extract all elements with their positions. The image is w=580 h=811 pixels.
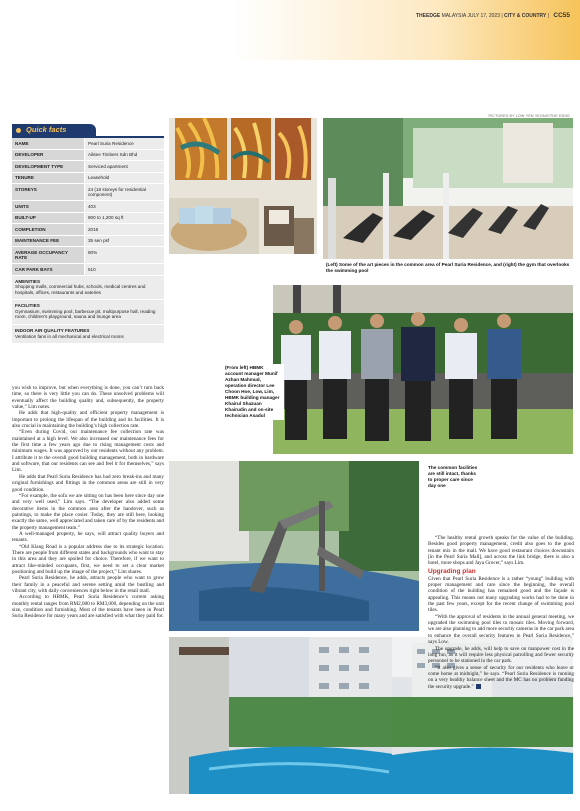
photo-playground <box>169 461 419 631</box>
fact-row <box>12 224 164 236</box>
article-right-part-1 <box>428 535 574 567</box>
caption-group: (From left) HBMK account manager Munif Azhan Mahmud, operation director Lee Choon Hoe, Low, Lim, HBMK building manager Khairul Shazuan Khairudin and on-site technician Asadul <box>222 364 284 420</box>
paragraph: He adds that high-quality and efficient property management is important to prolong the lifespan of the building and its facilities. It is also crucial in maintaining the building’s high collection rate. <box>12 410 164 430</box>
paragraph: “Even during Covid, our maintenance fee collection rate was maintained at a high level. We also increased our maintenance fees for the first time a few years ago due to rising management costs and minimum wages. It was approved by our residents without any problem. I attribute it to the overall good building management, both in hardware and software, that our residents can see and feel it for themselves,” says Lim. <box>12 429 164 474</box>
paragraph: A well-managed property, he says, will attract quality buyers and tenants. <box>12 530 164 544</box>
paragraph: Given that Pearl Suria Residence is a rather “young” building with proper management and care since the beginning, the overall condition of the building has remained good and the façade is appealing. This means not many upgrading works had to be done in the past few years, except for the recent change of swimming pool tiles. <box>428 575 574 614</box>
fact-value: Aiktee Timbers Sdn Bhd <box>84 150 164 161</box>
fact-row <box>12 236 164 248</box>
fact-key: STOREYS <box>12 184 84 200</box>
fact-value: 80% <box>84 247 164 263</box>
fact-key: AVERAGE OCCUPANCY RATE <box>12 247 84 263</box>
quick-facts-table <box>12 136 164 276</box>
article-right-part-2 <box>428 576 574 690</box>
fact-row <box>12 213 164 225</box>
fact-value: 2016 <box>84 224 164 235</box>
paragraph: “With the approval of residents in the annual general meeting, we upgraded the swimming pool tiles to mosaic tiles. Moving forward, we are also planning to add more security cameras in the car park area to enhance the overall security features in Pearl Suria Residence,” says Low. <box>428 613 574 646</box>
caption-art-gym: (Left) Some of the art pieces in the common area of Pearl Suria Residence, and (right) the gym that overlooks the swimming pool <box>326 262 570 273</box>
fact-value: Serviced apartment <box>84 161 164 172</box>
fact-key: NAME <box>12 138 84 149</box>
facilities-block: FACILITIES Gymnasium, swimming pool, barbecue pit, multipurpose hall, reading room, children’s playground, sauna and lounge area <box>12 300 164 325</box>
fact-row <box>12 161 164 173</box>
fact-key: UNITS <box>12 201 84 212</box>
paragraph: you wish to improve, but when everything is done, you can’t turn back time, so there is very little you can do. These unsolved problems will eventually affect the building quality and, subsequently, the property value,” Lim notes. <box>12 385 164 411</box>
caption-common-facilities: The common facilities are still intact, thanks to proper care since day one <box>428 465 478 488</box>
paragraph: According to HBMK, Pearl Suria Residence’s current asking monthly rental ranges from RM2,000 to RM3,000, depending on the unit size, condition and furnishing. Most of the tenants have been in Pearl Suria Residence for many years and are satisfied with what they paid for. <box>12 594 164 620</box>
photo-gym <box>323 118 573 259</box>
fact-row <box>12 264 164 276</box>
brand: THEEDGE <box>416 13 441 19</box>
fact-row <box>12 138 164 150</box>
fact-value: 800 to 1,200 sq ft <box>84 213 164 224</box>
date: JULY 17, 2023 <box>467 13 500 19</box>
photo-group <box>273 285 573 454</box>
article-right-column <box>428 535 574 690</box>
iaq-block: INDOOR AIR QUALITY FEATURES Ventilation fans in all mechanical and electrical rooms <box>12 325 164 344</box>
end-mark-icon <box>476 684 481 689</box>
section: CITY & COUNTRY <box>504 13 547 19</box>
fact-row <box>12 184 164 201</box>
fact-key: DEVELOPER <box>12 150 84 161</box>
fact-value: 24 (18 storeys for residential component) <box>84 184 164 200</box>
photo-art-pieces <box>169 118 317 254</box>
paragraph: The upgrade, he adds, will help to save on manpower cost in the long run, as it will require less physical patrolling and fewer security personnel to be stationed in the car park. <box>428 645 574 665</box>
quick-facts-title: Quick facts <box>12 124 96 136</box>
paragraph: He adds that Pearl Suria Residence has had zero break-ins and many original furnishings and fittings in the common areas are still in very good condition. <box>12 473 164 493</box>
fact-row <box>12 173 164 185</box>
bullet-icon <box>16 128 21 133</box>
fact-row <box>12 247 164 264</box>
article-left-column <box>12 385 164 620</box>
subhead-upgrading-plan: Upgrading plan <box>428 567 476 575</box>
fact-value: Leasehold <box>84 173 164 184</box>
paragraph: “It also gives a sense of security for our residents who leave or come home at midnight,” he says. “Pearl Suria Residence is running on a very healthy balance sheet and the MC has no problem funding the security upgrade.” <box>428 664 574 690</box>
paragraph: “The healthy rental growth speaks for the value of the building. Besides good property management, credit also goes to the good tenant mix in the mall. We have good restaurant choices downstairs [in the Pearl Suria Mall], and across the link bridge, there is also a hotel, more shops and Jaya Grocer,” says Lim. <box>428 535 574 567</box>
country: MALAYSIA <box>441 13 466 19</box>
fact-value: Pearl Suria Residence <box>84 138 164 149</box>
paragraph: “Old Klang Road is a popular address due to its strategic location. There are people from different states and backgrounds who want to stay in this area and they are spoiled for choice. Therefore, if we want to attract like-minded occupants, first, we need to set a clear market positioning and build up the image of the project,” Lim shares. <box>12 543 164 575</box>
fact-key: MAINTENANCE FEE <box>12 236 84 247</box>
paragraph: “For example, the sofa we are sitting on has been here since day one and very well used,” Lim says. “The developer also added some decorative items in the common area after the handover, such as paintings, to make the place cosier. Today, they are still here, looking exactly the same, well appreciated and taken care of by the residents and the property management team.” <box>12 492 164 531</box>
fact-key: DEVELOPMENT TYPE <box>12 161 84 172</box>
photo-pool <box>169 637 399 794</box>
photo-credit: PICTURES BY LOW YEN YEONG/THE EDGE <box>488 114 570 118</box>
paragraph: Pearl Suria Residence, he adds, attracts people who want to grow their family in a peaceful and serene setting amid the bustling and vibrant city, with daily conveniences right below in the retail mall. <box>12 575 164 594</box>
amenities-block: AMENITIES Shopping malls, commercial hubs, schools, medical centres and hospitals, offices, restaurants and eateries <box>12 276 164 301</box>
fact-key: CAR PARK BAYS <box>12 264 84 275</box>
fact-key: BUILT-UP <box>12 213 84 224</box>
fact-row <box>12 150 164 162</box>
fact-value: 35 sen psf <box>84 236 164 247</box>
fact-value: 510 <box>84 264 164 275</box>
fact-key: TENURE <box>12 173 84 184</box>
masthead: THEEDGE MALAYSIA JULY 17, 2023 | CITY & COUNTRY | CC55 <box>416 12 570 19</box>
fact-row <box>12 201 164 213</box>
page-number: CC55 <box>553 12 570 19</box>
quick-facts-box <box>12 124 164 344</box>
header-gradient <box>0 0 580 60</box>
fact-key: COMPLETION <box>12 224 84 235</box>
fact-value: 403 <box>84 201 164 212</box>
